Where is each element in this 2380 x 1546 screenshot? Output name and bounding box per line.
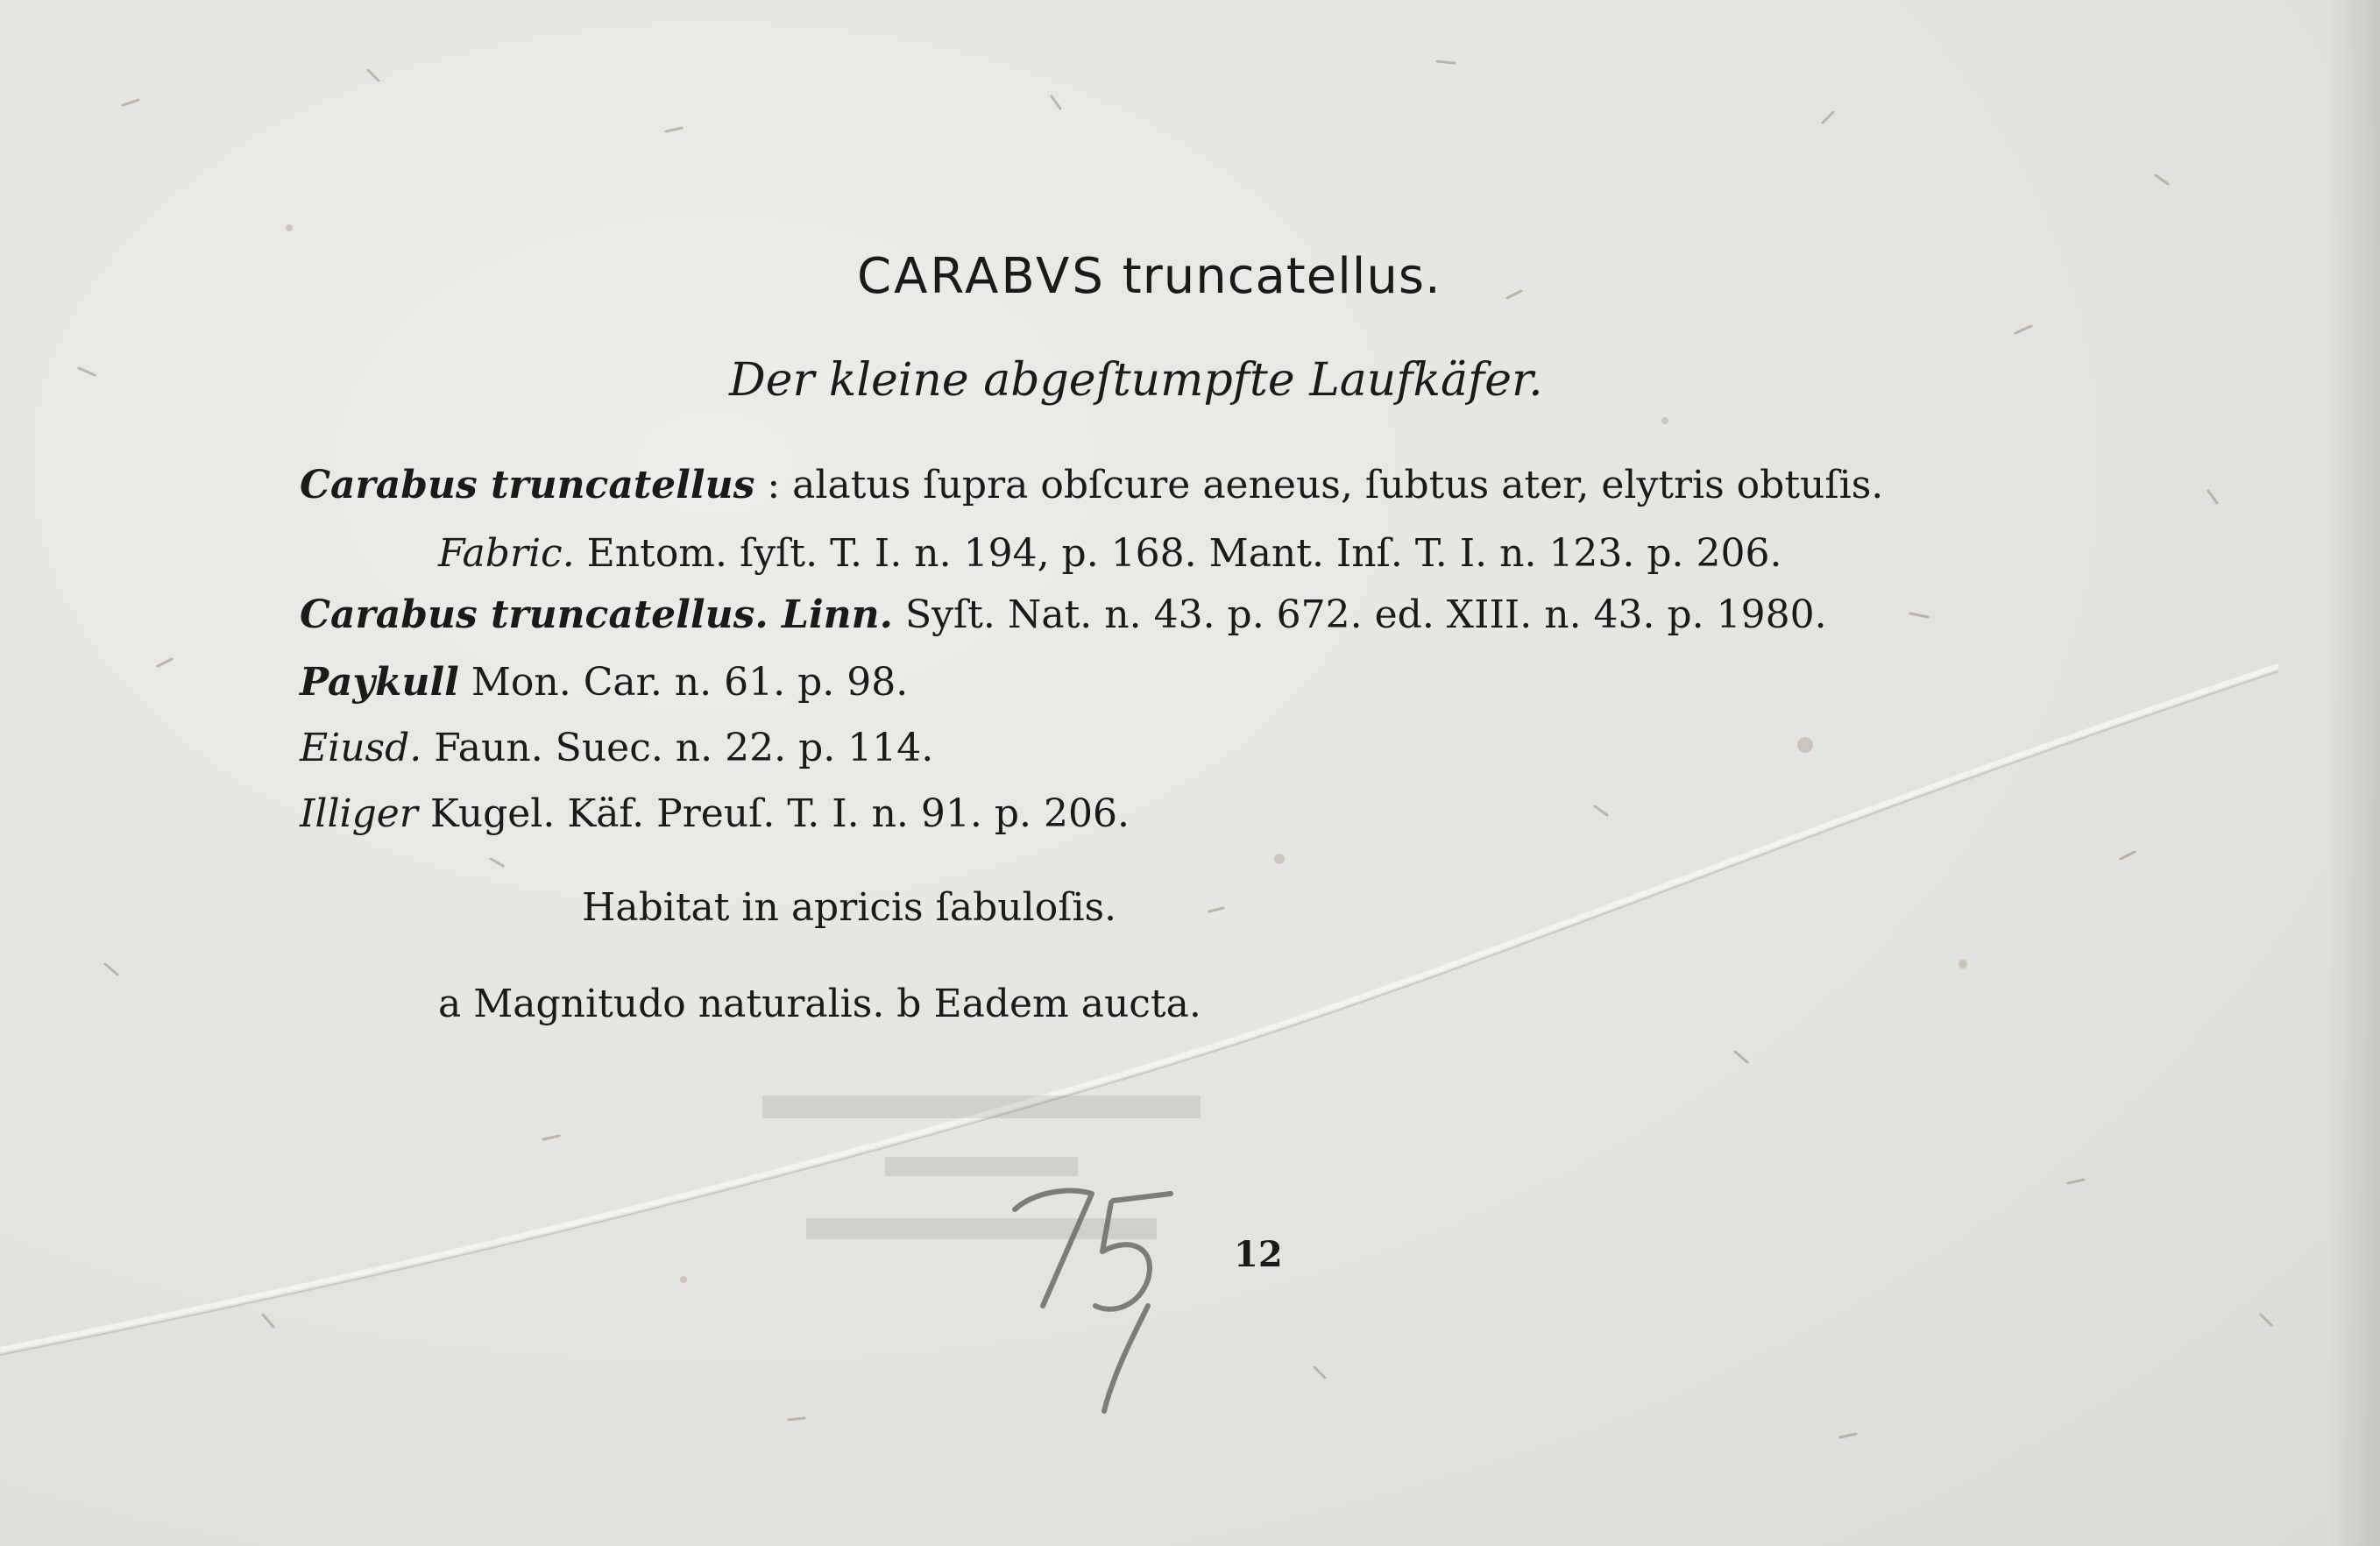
reference-line — [300, 660, 909, 705]
reference-text: Faun. Suec. n. 22. p. 114. — [421, 726, 934, 770]
reference-text: Kugel. Käf. Preuſ. T. I. n. 91. p. 206. — [417, 791, 1130, 836]
page-subtitle: Der kleine abgeſtumpfte Laufkäfer. — [729, 354, 1543, 407]
reference-line — [300, 791, 1130, 836]
title-genus: CARABVS — [857, 248, 1106, 305]
reference-name: Carabus truncatellus — [300, 463, 755, 507]
reference-text: Mon. Car. n. 61. p. 98. — [458, 660, 909, 705]
reference-name: Paykull — [300, 660, 459, 705]
reference-line — [300, 726, 934, 770]
reference-text: : alatus ſupra obſcure aeneus, ſubtus ater, elytris obtuſis. — [754, 463, 1884, 507]
reference-name: Eiusd. — [300, 726, 422, 770]
pencil-annotation — [1008, 1174, 1192, 1420]
reference-line — [438, 531, 1782, 576]
reference-line — [300, 592, 1827, 637]
page-title — [857, 248, 1441, 305]
figure-legend: a Magnitudo naturalis. b Eadem aucta. — [438, 982, 1201, 1026]
reference-text: Syſt. Nat. n. 43. p. 672. ed. XIII. n. 43. p. 1980. — [892, 592, 1827, 637]
reference-text: Entom. ſyſt. T. I. n. 194, p. 168. Mant. Inſ. T. I. n. 123. p. 206. — [574, 531, 1782, 576]
reference-name: Illiger — [300, 791, 418, 836]
page-edge-shadow — [2327, 0, 2380, 1546]
habitat-line: Habitat in apricis ſabuloſis. — [582, 885, 1117, 930]
reference-name: Carabus truncatellus. Linn. — [300, 592, 893, 637]
title-species: truncatellus. — [1122, 248, 1441, 305]
reference-name: Fabric. — [438, 531, 575, 576]
reference-line — [300, 463, 1884, 507]
page-number: 12 — [1234, 1234, 1283, 1275]
